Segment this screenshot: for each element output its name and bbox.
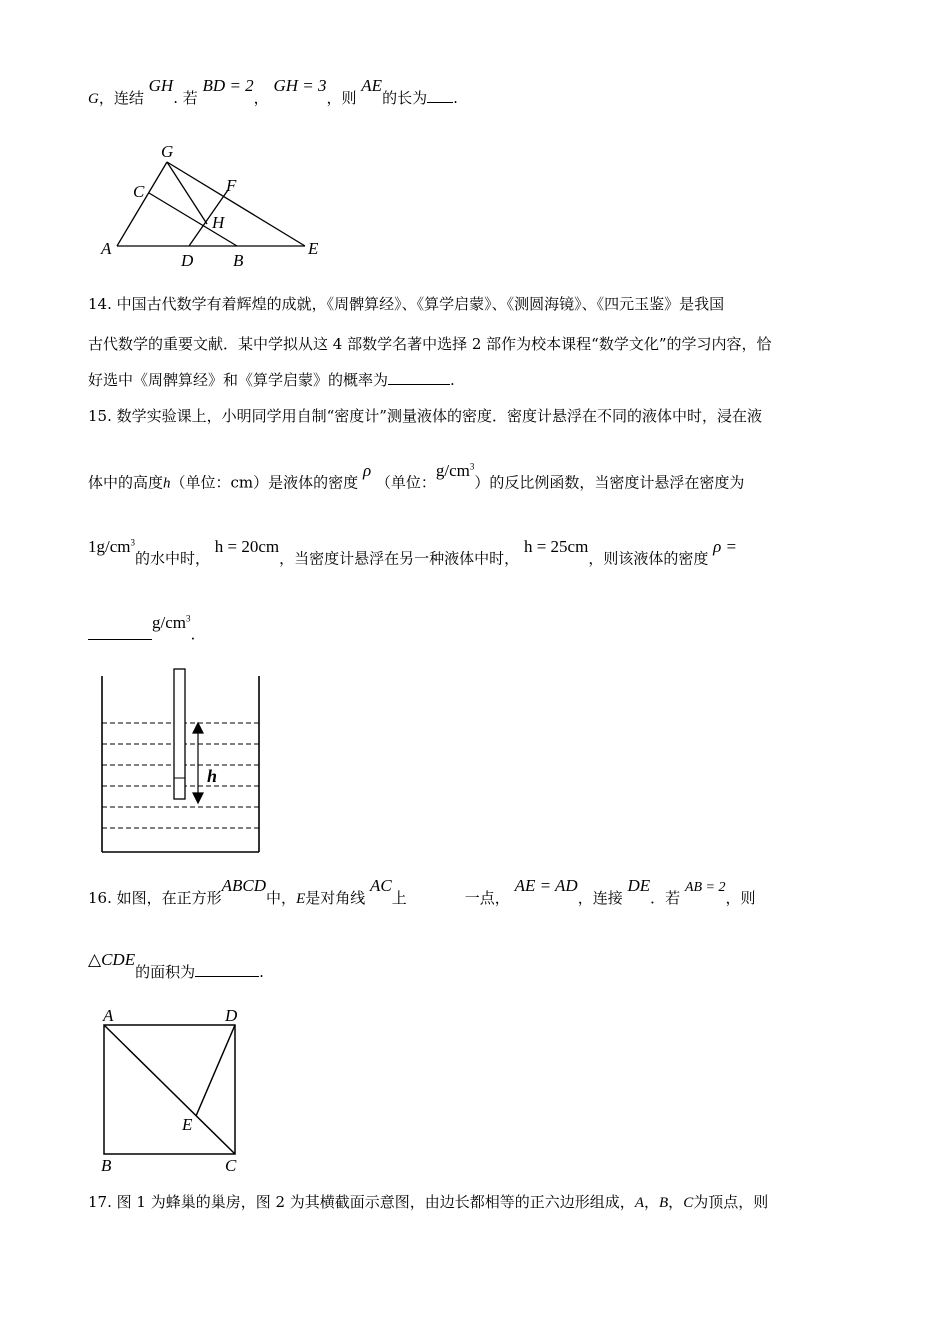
q13-end: . — [453, 89, 458, 107]
q17-sep-2: ， — [668, 1193, 684, 1211]
unit-exponent-3: 3 — [186, 613, 191, 623]
q13-text-4: 的长为 — [382, 89, 428, 107]
q14-text-1: 中国古代数学有着辉煌的成就，《周髀算经》、《算学启蒙》、《测圆海镜》、《四元玉鉴》是我国 — [116, 295, 725, 313]
math-gh: GH — [148, 76, 174, 95]
q16-text-1g: ．若 — [650, 889, 681, 907]
label-b: B — [101, 1156, 112, 1175]
q16-text-1h: ，则 — [725, 889, 756, 907]
math-rho: ρ — [362, 460, 372, 480]
math-h-eq-20cm: h = 20cm — [214, 536, 280, 556]
answer-blank-13 — [427, 88, 453, 103]
q15-text-2d: ）的反比例函数，当密度计悬浮在密度为 — [474, 473, 745, 492]
label-b: B — [233, 251, 244, 270]
var-h: h — [163, 475, 171, 492]
label-a: A — [103, 1006, 114, 1025]
segment-de — [196, 1025, 235, 1116]
point-b-text: B — [659, 1195, 669, 1211]
q16-text-1c: 是对角线 — [305, 889, 366, 907]
q13-comma-1: ， — [253, 89, 269, 107]
q16-line-1 — [88, 876, 756, 910]
point-g-text: G — [88, 91, 99, 107]
hydrometer-figure — [94, 664, 269, 859]
unit-g-cm3-answer — [152, 613, 191, 632]
q15-text-3b: ，当密度计悬浮在另一种液体中时， — [279, 549, 520, 568]
q14-number: 14. — [88, 295, 112, 313]
label-a: A — [101, 239, 112, 258]
q15-text-3c: ，则该液体的密度 — [588, 549, 709, 568]
q15-line-3 — [88, 536, 737, 569]
q14-line-2 — [88, 334, 772, 354]
q14-line-3 — [88, 370, 455, 390]
segment-ag — [117, 162, 167, 246]
arrow-head-down — [193, 793, 203, 803]
q16-line-2 — [88, 950, 264, 982]
q15-end: . — [190, 625, 196, 644]
q15-text-2a: 体中的高度 — [88, 473, 164, 492]
unit-g-cm3 — [436, 461, 475, 480]
label-d: D — [181, 251, 194, 270]
q15-text-1: 数学实验课上，小明同学用自制“密度计”测量液体的密度．密度计悬浮在不同的液体中时，浸在液 — [116, 407, 762, 425]
height-label-h: h — [207, 766, 218, 786]
label-c: C — [225, 1156, 237, 1175]
answer-blank-15 — [88, 625, 152, 640]
q14-text-3: 好选中《周髀算经》和《算学启蒙》的概率为 — [88, 371, 389, 389]
segment-ge — [167, 162, 305, 246]
q16-number: 16. — [88, 889, 112, 907]
q15-text-2c: （单位： — [375, 473, 436, 492]
q17-text-1a: 图 1 为蜂巢的巢房，图 2 为其横截面示意图，由边长都相等的正六边形组成， — [116, 1193, 635, 1211]
q15-text-3a: 的水中时， — [135, 549, 211, 568]
q16-end: . — [259, 963, 264, 981]
q16-text-1a: 如图，在正方形 — [116, 889, 222, 907]
math-bd-eq-2: BD = 2 — [202, 76, 254, 95]
label-e: E — [308, 239, 319, 258]
unit-g-cm-answer: g/cm — [152, 612, 186, 632]
q13-text-3: ，则 — [326, 89, 357, 107]
math-abcd: ABCD — [221, 876, 267, 895]
label-h: H — [212, 213, 225, 232]
q15-line-1 — [88, 406, 762, 426]
q14-line-1 — [88, 294, 724, 314]
diagonal-ac — [104, 1025, 235, 1154]
q16-text-1b: 中， — [266, 889, 297, 907]
q16-text-1d: 上 — [391, 889, 407, 907]
q15-number: 15. — [88, 407, 112, 425]
math-ae-eq-ad: AE = AD — [514, 876, 578, 895]
triangle-figure-13 — [95, 140, 335, 270]
label-f: F — [226, 176, 237, 195]
q15-line-4 — [88, 612, 196, 645]
q16-text-1f: ，连接 — [577, 889, 623, 907]
q17-number: 17. — [88, 1193, 112, 1211]
math-gh-eq-3: GH = 3 — [273, 76, 327, 95]
q14-end: . — [450, 371, 455, 389]
arrow-head-up — [193, 723, 203, 733]
unit-exponent: 3 — [469, 461, 475, 471]
point-e-text: E — [296, 891, 306, 907]
label-d: D — [225, 1006, 238, 1025]
q17-sep-1: ， — [643, 1193, 659, 1211]
answer-blank-14 — [388, 370, 450, 385]
q13-text-2: . 若 — [173, 89, 198, 107]
unit-g-cm: g/cm — [435, 460, 470, 480]
point-a-text: A — [634, 1195, 644, 1211]
label-c: C — [133, 182, 145, 201]
hydrometer-tube — [174, 669, 185, 799]
segment-gh — [167, 162, 207, 224]
math-ac: AC — [370, 876, 392, 895]
square-figure-16 — [95, 1003, 255, 1178]
label-e: E — [182, 1115, 193, 1134]
math-ae: AE — [361, 76, 383, 95]
label-g: G — [161, 142, 174, 161]
math-ab-eq-2: AB = 2 — [684, 880, 726, 895]
answer-blank-16 — [195, 962, 259, 977]
q14-text-2: 古代数学的重要文献．某中学拟从这 4 部数学名著中选择 2 部作为校本课程“数学文化”的学习内容，恰 — [88, 335, 772, 353]
q16-text-1e: 一点， — [464, 889, 510, 907]
math-de: DE — [627, 876, 651, 895]
unit-1g-cm3 — [88, 537, 135, 556]
q13-text-1: ，连结 — [98, 89, 144, 107]
math-triangle-cde: △CDE — [88, 950, 136, 969]
q13-text-line — [88, 76, 458, 109]
unit-exponent-2: 3 — [130, 537, 135, 547]
unit-1g-cm: 1g/cm — [88, 536, 131, 556]
point-c-text: C — [683, 1195, 694, 1211]
math-rho-eq: ρ = — [713, 536, 737, 556]
q15-line-2 — [88, 460, 745, 494]
q16-text-2: 的面积为 — [135, 963, 196, 981]
q17-text-1b: 为顶点，则 — [693, 1193, 769, 1211]
q17-line-1 — [88, 1192, 768, 1213]
math-h-eq-25cm: h = 25cm — [523, 536, 589, 556]
q15-text-2b: （单位：cm）是液体的密度 — [170, 473, 359, 492]
